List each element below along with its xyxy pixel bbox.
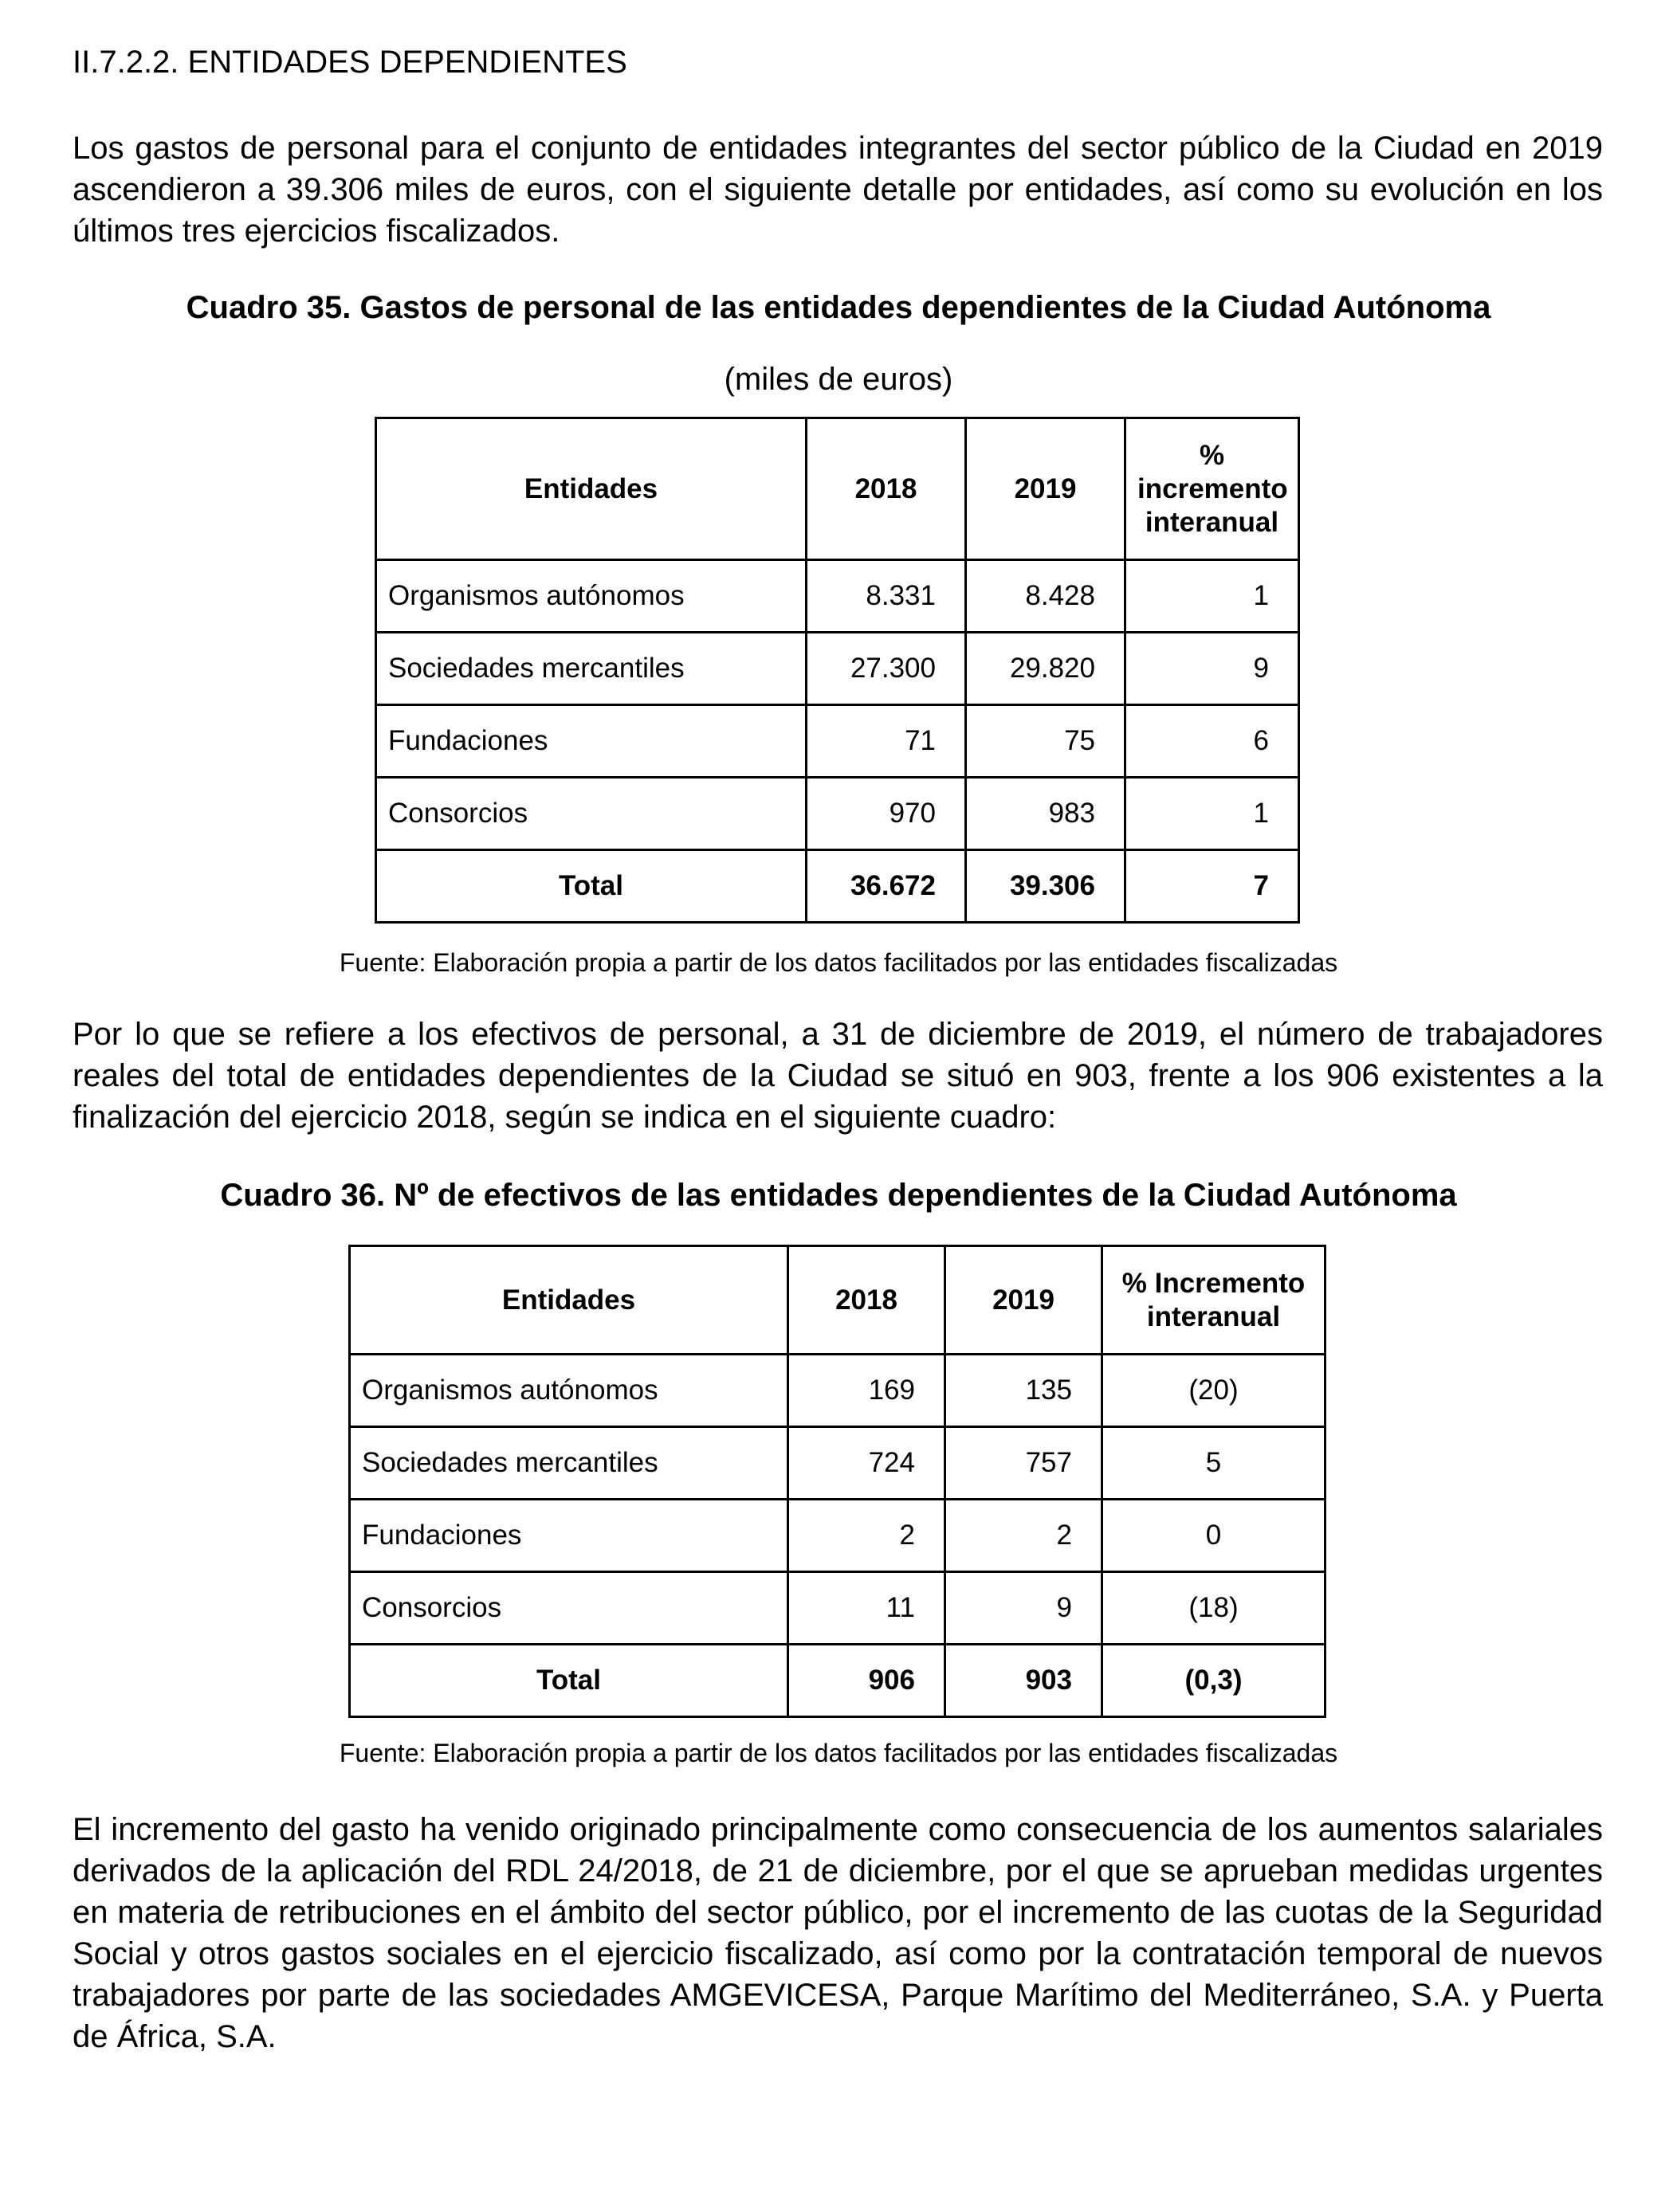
table-header-row bbox=[350, 1246, 1325, 1355]
column-header-2019: 2019 bbox=[945, 1246, 1102, 1355]
cell-2018: 970 bbox=[807, 778, 966, 850]
table-row bbox=[376, 705, 1299, 778]
cell-2019: 983 bbox=[966, 778, 1125, 850]
cell-entity: Organismos autónomos bbox=[350, 1355, 788, 1427]
column-header-2018: 2018 bbox=[788, 1246, 945, 1355]
cell-increment: (20) bbox=[1102, 1355, 1325, 1427]
table-35-personnel-expenses bbox=[375, 417, 1300, 924]
paragraph-staff-count: Por lo que se refiere a los efectivos de personal, a 31 de diciembre de 2019, el número de trabajadores reales del total de entidades dependientes de la Ciudad se situó en 903, frente a los 906 existentes a la finalización del ejercicio 2018, según se indica en el siguiente cuadro: bbox=[73, 1017, 1603, 1135]
cell-entity: Organismos autónomos bbox=[376, 560, 807, 633]
cell-total-2018: 906 bbox=[788, 1645, 945, 1717]
column-header-2018: 2018 bbox=[807, 418, 966, 560]
cell-total-label: Total bbox=[376, 850, 807, 923]
section-heading: II.7.2.2. ENTIDADES DEPENDIENTES bbox=[73, 45, 627, 80]
table-row bbox=[350, 1500, 1325, 1572]
cell-increment: 0 bbox=[1102, 1500, 1325, 1572]
table-35-source: Fuente: Elaboración propia a partir de los datos facilitados por las entidades fiscalizadas bbox=[339, 948, 1338, 977]
column-header-entidades: Entidades bbox=[350, 1246, 788, 1355]
cell-2019: 757 bbox=[945, 1427, 1102, 1500]
cell-entity: Sociedades mercantiles bbox=[350, 1427, 788, 1500]
table-row bbox=[350, 1572, 1325, 1645]
paragraph-personnel-expenses: Los gastos de personal para el conjunto de entidades integrantes del sector público de la Ciudad en 2019 ascendieron a 39.306 miles de euros, con el siguiente detalle por entidades, así como su evolución en los últimos tres ejercicios fiscalizados. bbox=[73, 131, 1603, 249]
cell-total-2018: 36.672 bbox=[807, 850, 966, 923]
cell-total-increment: 7 bbox=[1125, 850, 1299, 923]
cell-2019: 9 bbox=[945, 1572, 1102, 1645]
table-35-caption: Cuadro 35. Gastos de personal de las entidades dependientes de la Ciudad Autónoma bbox=[186, 290, 1491, 325]
cell-total-label: Total bbox=[350, 1645, 788, 1717]
table-row bbox=[376, 560, 1299, 633]
cell-total-2019: 903 bbox=[945, 1645, 1102, 1717]
table-header-row bbox=[376, 418, 1299, 560]
table-36-caption: Cuadro 36. Nº de efectivos de las entidades dependientes de la Ciudad Autónoma bbox=[220, 1178, 1457, 1213]
cell-entity: Fundaciones bbox=[350, 1500, 788, 1572]
paragraph-expense-increase-explanation: El incremento del gasto ha venido originado principalmente como consecuencia de los aumentos salariales derivados de la aplicación del RDL 24/2018, de 21 de diciembre, por el que se aprueban medidas urgentes en materia de retribuciones en el ámbito del sector público, por el incremento de las cuotas de la Seguridad Social y otros gastos sociales en el ejercicio fiscalizado, así como por la contratación temporal de nuevos trabajadores por parte de las sociedades AMGEVICESA, Parque Marítimo del Mediterráneo, S.A. y Puerta de África, S.A. bbox=[73, 1812, 1603, 2054]
cell-increment: 1 bbox=[1125, 778, 1299, 850]
table-row bbox=[376, 778, 1299, 850]
column-header-entidades: Entidades bbox=[376, 418, 807, 560]
column-header-2019: 2019 bbox=[966, 418, 1125, 560]
cell-entity: Consorcios bbox=[350, 1572, 788, 1645]
table-row bbox=[350, 1427, 1325, 1500]
cell-2018: 724 bbox=[788, 1427, 945, 1500]
cell-total-2019: 39.306 bbox=[966, 850, 1125, 923]
cell-2018: 169 bbox=[788, 1355, 945, 1427]
cell-entity: Fundaciones bbox=[376, 705, 807, 778]
table-total-row bbox=[376, 850, 1299, 923]
cell-entity: Sociedades mercantiles bbox=[376, 633, 807, 705]
cell-2018: 8.331 bbox=[807, 560, 966, 633]
cell-2019: 29.820 bbox=[966, 633, 1125, 705]
cell-2018: 71 bbox=[807, 705, 966, 778]
cell-2019: 2 bbox=[945, 1500, 1102, 1572]
cell-2018: 27.300 bbox=[807, 633, 966, 705]
cell-2019: 135 bbox=[945, 1355, 1102, 1427]
table-total-row bbox=[350, 1645, 1325, 1717]
cell-increment: 5 bbox=[1102, 1427, 1325, 1500]
cell-2018: 2 bbox=[788, 1500, 945, 1572]
cell-increment: 6 bbox=[1125, 705, 1299, 778]
cell-total-increment: (0,3) bbox=[1102, 1645, 1325, 1717]
table-36-staff-numbers bbox=[348, 1245, 1326, 1718]
cell-increment: 1 bbox=[1125, 560, 1299, 633]
cell-increment: 9 bbox=[1125, 633, 1299, 705]
cell-2019: 8.428 bbox=[966, 560, 1125, 633]
column-header-increment: % Incremento interanual bbox=[1102, 1246, 1325, 1355]
table-36-source: Fuente: Elaboración propia a partir de los datos facilitados por las entidades fiscalizadas bbox=[339, 1739, 1338, 1767]
table-row bbox=[350, 1355, 1325, 1427]
cell-entity: Consorcios bbox=[376, 778, 807, 850]
cell-increment: (18) bbox=[1102, 1572, 1325, 1645]
table-35-units: (miles de euros) bbox=[724, 362, 953, 397]
column-header-increment: % incremento interanual bbox=[1125, 418, 1299, 560]
cell-2018: 11 bbox=[788, 1572, 945, 1645]
cell-2019: 75 bbox=[966, 705, 1125, 778]
table-row bbox=[376, 633, 1299, 705]
